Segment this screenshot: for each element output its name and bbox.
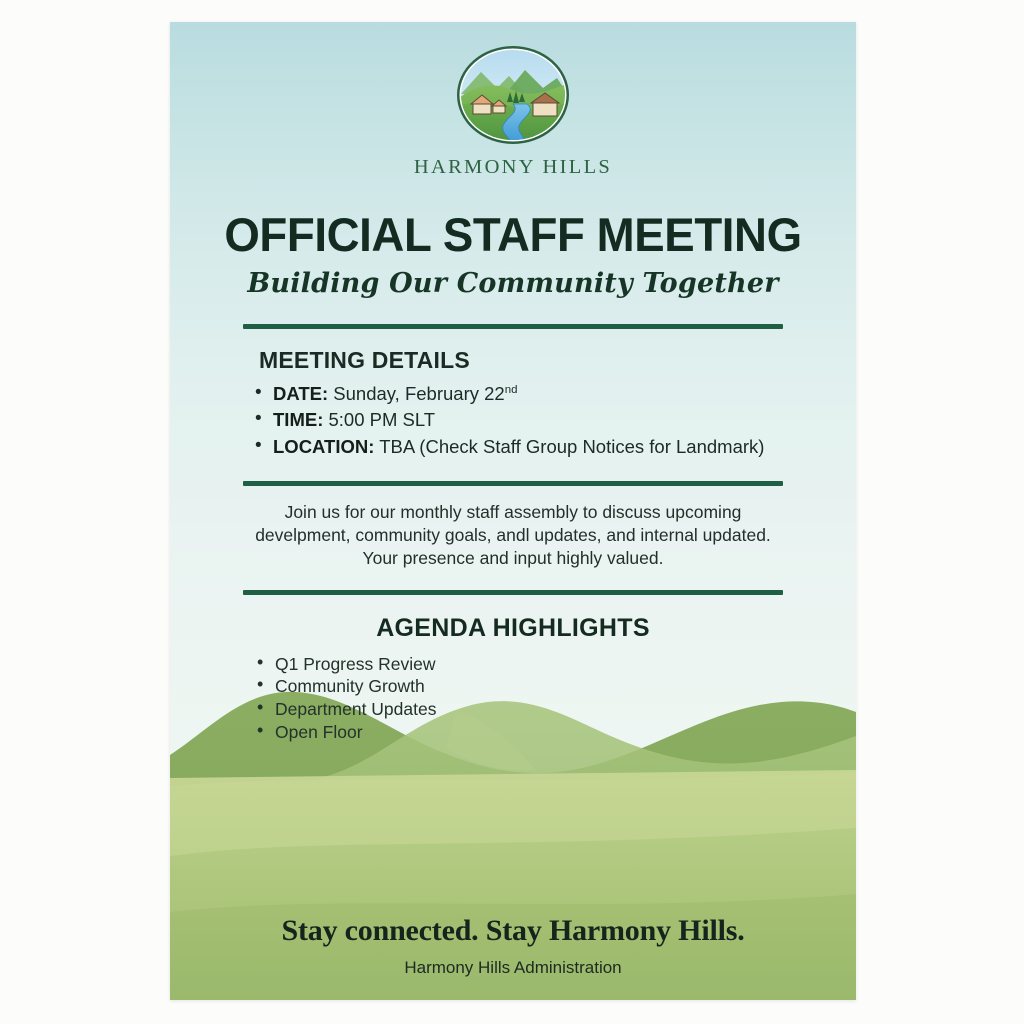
divider-bottom <box>243 590 783 595</box>
poster-content <box>170 22 856 744</box>
agenda-item: • Open Floor <box>253 721 793 744</box>
detail-value-date: Sunday, February 22 <box>333 383 505 404</box>
meeting-details-section <box>243 347 783 460</box>
brand-wordmark: HARMONY HILLS <box>413 156 613 178</box>
page-title: OFFICIAL STAFF MEETING <box>224 208 802 261</box>
footer-tagline: Stay connected. Stay Harmony Hills. <box>281 914 745 947</box>
meeting-details-list <box>243 381 783 460</box>
agenda-item: • Q1 Progress Review <box>253 653 793 676</box>
divider-top <box>243 324 783 329</box>
body-line-3: Your presence and input highly valued. <box>362 547 664 568</box>
body-paragraph <box>253 501 773 570</box>
detail-row-time <box>251 407 783 433</box>
agenda-item: • Department Updates <box>253 698 793 721</box>
detail-ordinal-suffix: nd <box>504 383 518 396</box>
detail-value-location: TBA (Check Staff Group Notices for Landmark) <box>379 435 765 457</box>
detail-label-time: TIME: <box>273 409 324 431</box>
footer-subline: Harmony Hills Administration <box>404 958 622 977</box>
detail-row-location <box>251 434 783 460</box>
meeting-details-heading: MEETING DETAILS <box>259 347 470 373</box>
detail-value-time: 5:00 PM SLT <box>328 409 436 431</box>
agenda-list <box>233 653 793 744</box>
poster-footer <box>170 914 856 978</box>
body-line-2: develpment, community goals, andl updates, and internal updated. <box>255 524 771 545</box>
page-subtitle: Building Our Community Together <box>247 268 779 299</box>
harmony-hills-landscape-emblem <box>451 42 575 148</box>
detail-label-date: DATE: <box>273 383 329 404</box>
divider-middle <box>243 481 783 486</box>
detail-row-date <box>251 381 783 407</box>
detail-label-location: LOCATION: <box>273 435 375 457</box>
agenda-item: • Community Growth <box>253 675 793 698</box>
meeting-poster <box>170 22 856 1000</box>
agenda-heading: AGENDA HIGHLIGHTS <box>376 613 650 642</box>
body-line-1: Join us for our monthly staff assembly to discuss upcoming <box>284 501 742 522</box>
brand-block <box>170 22 856 179</box>
